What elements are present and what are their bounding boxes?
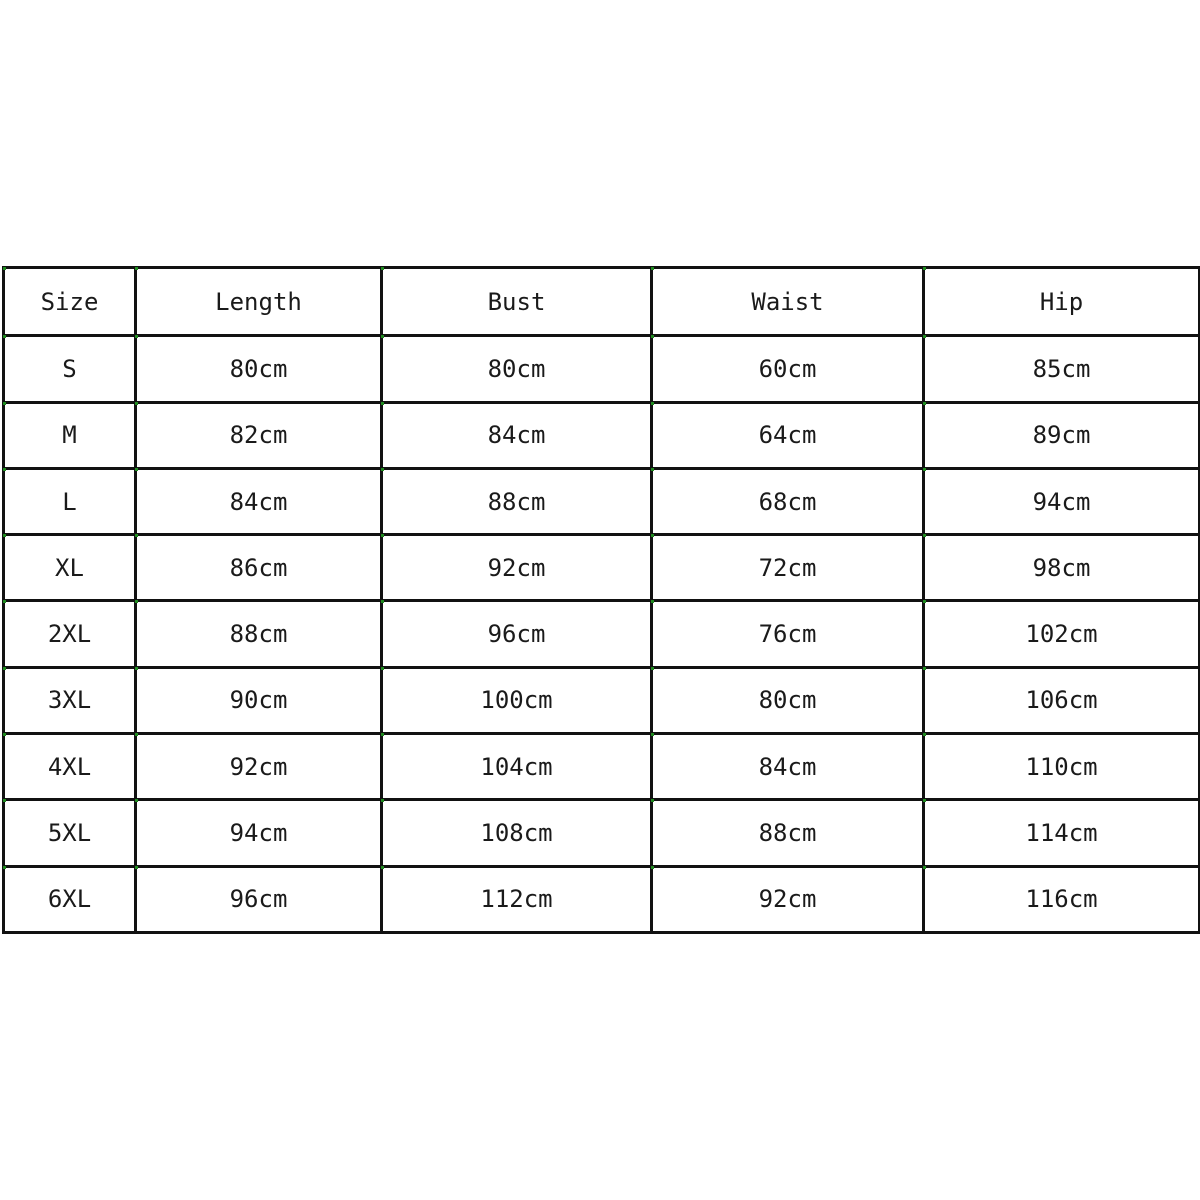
cell-size: M xyxy=(4,402,136,468)
table-row xyxy=(4,402,1200,468)
cell-waist: 80cm xyxy=(652,667,924,733)
size-chart-body xyxy=(4,268,1200,933)
cell-waist: 76cm xyxy=(652,601,924,667)
table-row xyxy=(4,336,1200,402)
table-row xyxy=(4,535,1200,601)
cell-bust: 104cm xyxy=(382,734,652,800)
cell-hip: 85cm xyxy=(924,336,1200,402)
cell-length: 82cm xyxy=(136,402,382,468)
cell-waist: 64cm xyxy=(652,402,924,468)
cell-bust: 96cm xyxy=(382,601,652,667)
cell-waist: 84cm xyxy=(652,734,924,800)
cell-size: 5XL xyxy=(4,800,136,866)
cell-length: 86cm xyxy=(136,535,382,601)
table-row xyxy=(4,800,1200,866)
header-bust: Bust xyxy=(382,268,652,336)
cell-length: 80cm xyxy=(136,336,382,402)
header-size: Size xyxy=(4,268,136,336)
cell-bust: 84cm xyxy=(382,402,652,468)
cell-hip: 102cm xyxy=(924,601,1200,667)
cell-size: L xyxy=(4,468,136,534)
cell-waist: 88cm xyxy=(652,800,924,866)
cell-size: 4XL xyxy=(4,734,136,800)
cell-bust: 80cm xyxy=(382,336,652,402)
cell-size: 6XL xyxy=(4,866,136,932)
cell-hip: 94cm xyxy=(924,468,1200,534)
table-row xyxy=(4,734,1200,800)
cell-length: 88cm xyxy=(136,601,382,667)
table-row xyxy=(4,601,1200,667)
cell-length: 94cm xyxy=(136,800,382,866)
cell-bust: 108cm xyxy=(382,800,652,866)
cell-hip: 89cm xyxy=(924,402,1200,468)
cell-waist: 92cm xyxy=(652,866,924,932)
cell-hip: 110cm xyxy=(924,734,1200,800)
cell-waist: 60cm xyxy=(652,336,924,402)
cell-length: 92cm xyxy=(136,734,382,800)
cell-bust: 88cm xyxy=(382,468,652,534)
cell-hip: 116cm xyxy=(924,866,1200,932)
size-chart-table xyxy=(2,266,1200,934)
cell-size: 3XL xyxy=(4,667,136,733)
cell-hip: 106cm xyxy=(924,667,1200,733)
cell-bust: 92cm xyxy=(382,535,652,601)
table-row xyxy=(4,468,1200,534)
cell-waist: 68cm xyxy=(652,468,924,534)
header-waist: Waist xyxy=(652,268,924,336)
cell-size: 2XL xyxy=(4,601,136,667)
header-length: Length xyxy=(136,268,382,336)
cell-length: 96cm xyxy=(136,866,382,932)
cell-size: S xyxy=(4,336,136,402)
cell-hip: 98cm xyxy=(924,535,1200,601)
cell-length: 90cm xyxy=(136,667,382,733)
header-hip: Hip xyxy=(924,268,1200,336)
table-row xyxy=(4,667,1200,733)
cell-length: 84cm xyxy=(136,468,382,534)
cell-hip: 114cm xyxy=(924,800,1200,866)
cell-bust: 112cm xyxy=(382,866,652,932)
table-header-row xyxy=(4,268,1200,336)
cell-bust: 100cm xyxy=(382,667,652,733)
cell-size: XL xyxy=(4,535,136,601)
table-row xyxy=(4,866,1200,932)
cell-waist: 72cm xyxy=(652,535,924,601)
